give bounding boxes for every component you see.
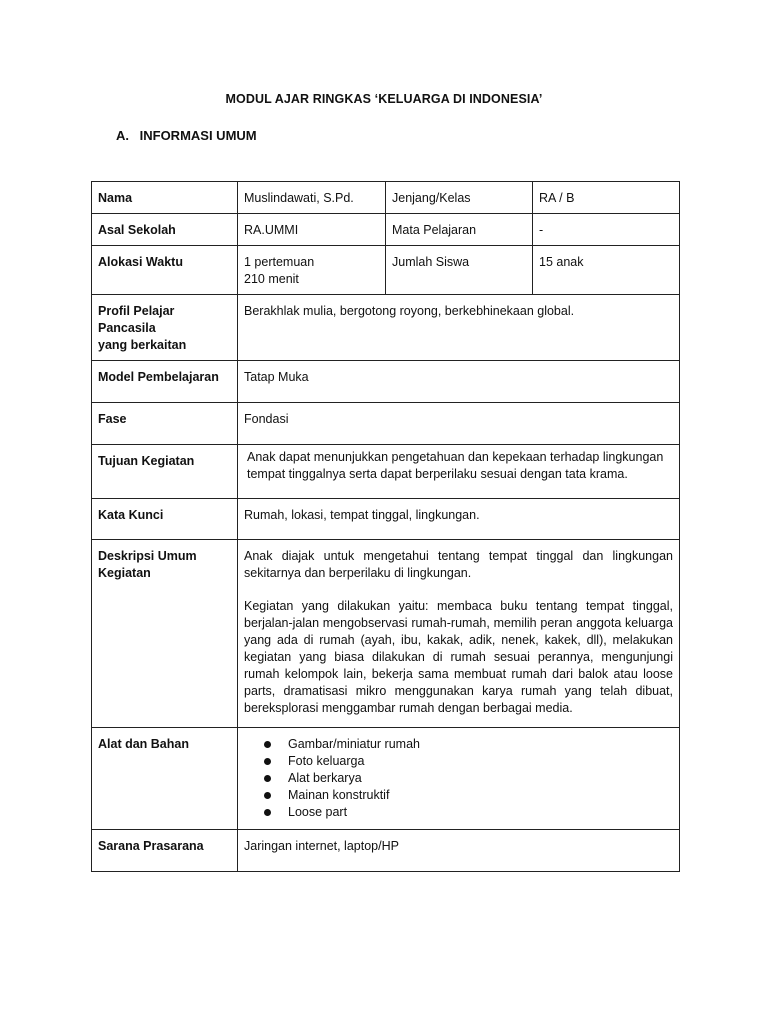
value-jenjang-kelas: RA / B [533, 182, 680, 214]
list-item: Foto keluarga [288, 753, 673, 770]
label-jumlah-siswa: Jumlah Siswa [386, 246, 533, 295]
alat-bahan-list [244, 736, 673, 821]
label-asal-sekolah: Asal Sekolah [92, 214, 238, 246]
value-mata-pelajaran: - [533, 214, 680, 246]
label-fase: Fase [92, 403, 238, 445]
table-row [92, 499, 680, 540]
value-alokasi-waktu [238, 246, 386, 295]
list-item: Gambar/miniatur rumah [288, 736, 673, 753]
deskripsi-label-line-2: Kegiatan [98, 566, 151, 580]
table-row [92, 246, 680, 295]
section-heading [116, 128, 257, 143]
label-kata-kunci: Kata Kunci [92, 499, 238, 540]
label-mata-pelajaran: Mata Pelajaran [386, 214, 533, 246]
value-deskripsi-umum [238, 540, 680, 728]
value-tujuan-kegiatan: Anak dapat menunjukkan pengetahuan dan kepekaan terhadap lingkungan tempat tinggalnya serta dapat berperilaku sesuai dengan tata krama. [238, 445, 680, 499]
alokasi-line-2: 210 menit [244, 272, 299, 286]
value-asal-sekolah: RA.UMMI [238, 214, 386, 246]
value-kata-kunci: Rumah, lokasi, tempat tinggal, lingkungan. [238, 499, 680, 540]
profil-label-line-1: Profil Pelajar Pancasila [98, 304, 175, 335]
list-item: Mainan konstruktif [288, 787, 673, 804]
value-nama: Muslindawati, S.Pd. [238, 182, 386, 214]
label-jenjang-kelas: Jenjang/Kelas [386, 182, 533, 214]
table-row [92, 361, 680, 403]
label-profil-pelajar [92, 295, 238, 361]
alokasi-line-1: 1 pertemuan [244, 255, 315, 269]
value-model-pembelajaran: Tatap Muka [238, 361, 680, 403]
list-item: Loose part [288, 804, 673, 821]
table-row [92, 295, 680, 361]
table-row [92, 182, 680, 214]
table-row [92, 445, 680, 499]
label-sarana-prasarana: Sarana Prasarana [92, 830, 238, 872]
section-number: A. [116, 128, 129, 143]
info-table [91, 181, 680, 872]
value-alat-bahan [238, 728, 680, 830]
table-row [92, 830, 680, 872]
list-item: Alat berkarya [288, 770, 673, 787]
value-sarana-prasarana: Jaringan internet, laptop/HP [238, 830, 680, 872]
table-row [92, 540, 680, 728]
label-tujuan-kegiatan: Tujuan Kegiatan [92, 445, 238, 499]
document-title: MODUL AJAR RINGKAS ‘KELUARGA DI INDONESIA’ [225, 92, 543, 106]
table-row [92, 403, 680, 445]
label-alat-bahan: Alat dan Bahan [92, 728, 238, 830]
section-title: INFORMASI UMUM [139, 128, 257, 143]
table-row [92, 728, 680, 830]
value-fase: Fondasi [238, 403, 680, 445]
value-profil-pelajar: Berakhlak mulia, bergotong royong, berkebhinekaan global. [238, 295, 680, 361]
label-model-pembelajaran: Model Pembelajaran [92, 361, 238, 403]
deskripsi-label-line-1: Deskripsi Umum [98, 549, 197, 563]
deskripsi-paragraph-1: Anak diajak untuk mengetahui tentang tempat tinggal dan lingkungan sekitarnya dan berperilaku di lingkungan. [244, 549, 673, 580]
table-row [92, 214, 680, 246]
label-nama: Nama [92, 182, 238, 214]
value-jumlah-siswa: 15 anak [533, 246, 680, 295]
label-deskripsi-umum [92, 540, 238, 728]
label-alokasi-waktu: Alokasi Waktu [92, 246, 238, 295]
profil-label-line-2: yang berkaitan [98, 338, 187, 352]
deskripsi-paragraph-2: Kegiatan yang dilakukan yaitu: membaca buku tentang tempat tinggal, berjalan-jalan mengobservasi rumah-rumah, memilih peran anggota keluarga yang ada di rumah (ayah, ibu, kakak, adik, nenek, kakek, dll), melakukan kegiatan yang biasa dilakukan di rumah sesuai perannya, mengunjungi rumah kelompok lain, bekerja sama membuat rumah dari balok atau loose parts, dramatisasi mikro menggunakan karya rumah yang telah dibuat, bereksplorasi menggambar rumah dengan berbagai media. [244, 599, 673, 715]
